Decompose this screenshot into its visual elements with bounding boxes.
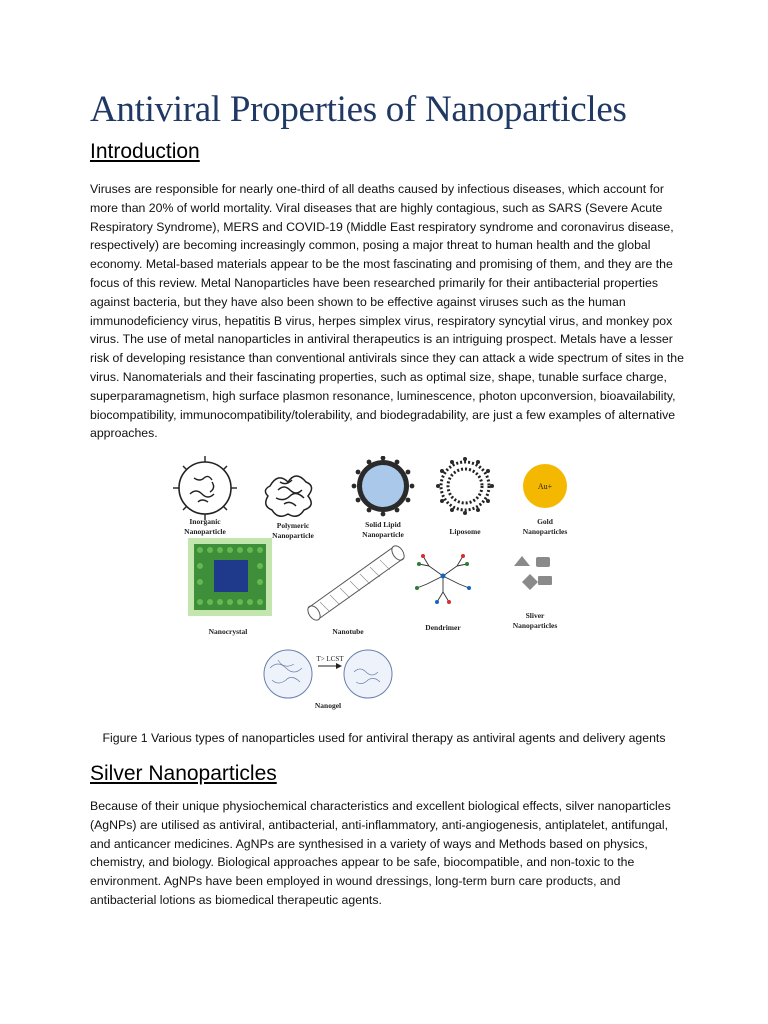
dendrimer-label: Dendrimer: [425, 623, 461, 632]
figure-caption: Figure 1 Various types of nanoparticles used for antiviral therapy as antiviral agents and delivery agents: [102, 731, 666, 745]
nanotube-image: [305, 544, 406, 636]
polymeric-label-2: Nanoparticle: [272, 531, 314, 540]
inorganic-label-1: Inorganic: [189, 517, 221, 526]
inorganic-nanoparticle-image: [173, 456, 237, 536]
dendrimer-image: [415, 554, 471, 632]
nanogel-image: [264, 650, 392, 710]
nanotube-label: Nanotube: [332, 627, 364, 636]
introduction-paragraph: Viruses are responsible for nearly one-third of all deaths caused by infectious diseases, which account for more than 20% of world mortality. Viral diseases that are highly contagious, such as SARS (Severe Acute Respiratory Syndrome), MERS and COVID-19 (Middle East respiratory syndrome and coronavirus disease, respectively) are becoming increasingly common, posing a major threat to human health and the global economy. Metal-based materials appear to be the most fascinating and promising of them, and they are the focus of this review. Metal Nanoparticles have been researched primarily for their antibacterial properties against bacteria, but they have also been shown to be effective against viruses such as the human immunodeficiency virus, hepatitis B virus, herpes simplex virus, respiratory syncytial virus, and monkey pox virus. The use of metal nanoparticles in antiviral therapeutics is an intriguing prospect. Metals have a lesser risk of developing resistance than conventional antivirals since they can attack a wide spectrum of sites in the virus. Nanomaterials and their fascinating properties, such as optimal size, shape, tunable surface charge, superparamagnetism, high surface plasmon resonance, luminescence, photon upconversion, bioavailability, biocompatibility, immunocompatibility/tolerability, and biodegradability, are just a few examples of alternative approaches.: [90, 182, 684, 441]
page-title: Antiviral Properties of Nanoparticles: [90, 89, 627, 130]
silver-label-2: Nanoparticles: [512, 621, 558, 630]
gold-label-2: Nanoparticles: [522, 527, 568, 536]
lcst-label: T> LCST: [316, 655, 344, 663]
nanocrystal-label: Nanocrystal: [208, 627, 248, 636]
polymeric-nanoparticle-image: [265, 476, 314, 540]
silver-nanoparticles-heading: Silver Nanoparticles: [90, 762, 277, 785]
silver-nanoparticles-image: [513, 556, 558, 630]
solid-lipid-label-1: Solid Lipid: [365, 520, 401, 529]
gold-nanoparticle-image: [523, 464, 568, 536]
silver-label-1: Sliver: [525, 611, 545, 620]
silver-nanoparticles-paragraph: Because of their unique physiochemical characteristics and excellent biological effects, silver nanoparticles (AgNPs) are utilised as antiviral, antibacterial, anti-inflammatory, anti-angiogenesis, antiplatelet, antifungal, and anticancer medicines. AgNPs are synthesised in a variety of ways and Methods based on physics, chemistry, and biology. Biological approaches appear to be safe, biocompatible, and non-toxic to the environment. AgNPs have been employed in wound dressings, long-term burn care products, and antibacterial lotions as biomedical therapeutic agents.: [90, 799, 671, 907]
nanoparticle-figure: [160, 456, 610, 718]
nanogel-label: Nanogel: [314, 701, 342, 710]
gold-symbol: Au+: [537, 482, 553, 491]
solid-lipid-nanoparticle-image: [352, 456, 415, 539]
introduction-heading: Introduction: [90, 140, 200, 163]
gold-label-1: Gold: [537, 517, 553, 526]
polymeric-label-1: Polymeric: [276, 521, 310, 530]
solid-lipid-label-2: Nanoparticle: [362, 530, 404, 539]
nanocrystal-image: [188, 538, 272, 636]
liposome-image: [436, 457, 494, 536]
inorganic-label-2: Nanoparticle: [184, 527, 226, 536]
liposome-label: Liposome: [449, 527, 481, 536]
